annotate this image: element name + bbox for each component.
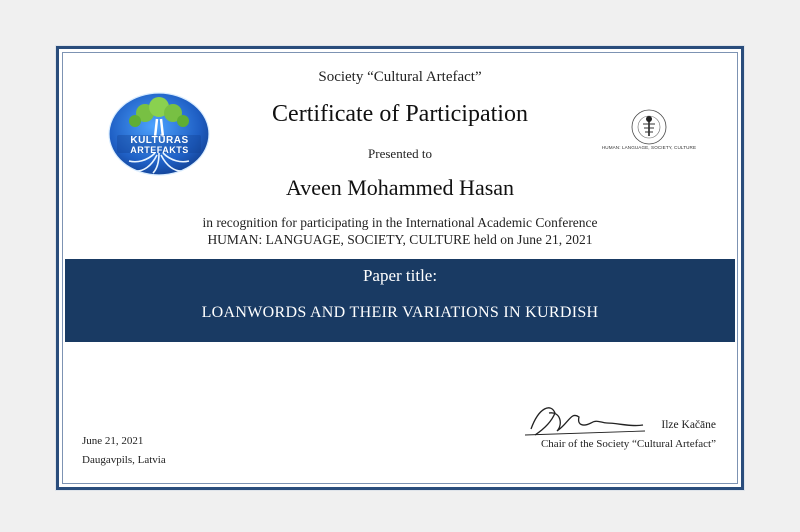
recognition-text (59, 214, 741, 248)
recipient-name: Aveen Mohammed Hasan (285, 175, 515, 200)
paper-title-band (65, 259, 735, 342)
society-header: Society “Cultural Artefact” (318, 69, 482, 85)
recognition-line-2: HUMAN: LANGUAGE, SOCIETY, CULTURE held on June 21, 2021 (207, 232, 593, 247)
presented-to: Presented to (368, 146, 432, 161)
logo-left-text-1: KULTŪRAS (130, 135, 189, 146)
conference-logo-caption: HUMAN: LANGUAGE, SOCIETY, CULTURE (601, 145, 697, 150)
date-place (82, 432, 166, 470)
certificate-sheet (56, 46, 744, 490)
recognition-line-1: in recognition for participating in the International Academic Conference (202, 215, 598, 230)
issue-place: Daugavpils, Latvia (82, 454, 166, 466)
signature-block (521, 401, 721, 461)
handwritten-signature (521, 401, 651, 441)
paper-label: Paper title: (362, 266, 438, 285)
signer-role: Chair of the Society “Cultural Artefact” (540, 438, 716, 450)
logo-left-text-2: ARTEFAKTS (130, 145, 189, 155)
paper-title: LOANWORDS AND THEIR VARIATIONS IN KURDISH (201, 304, 599, 321)
issue-date: June 21, 2021 (82, 435, 144, 447)
certificate-title: Certificate of Participation (272, 101, 528, 127)
signer-name: Ilze Kačāne (661, 419, 716, 431)
